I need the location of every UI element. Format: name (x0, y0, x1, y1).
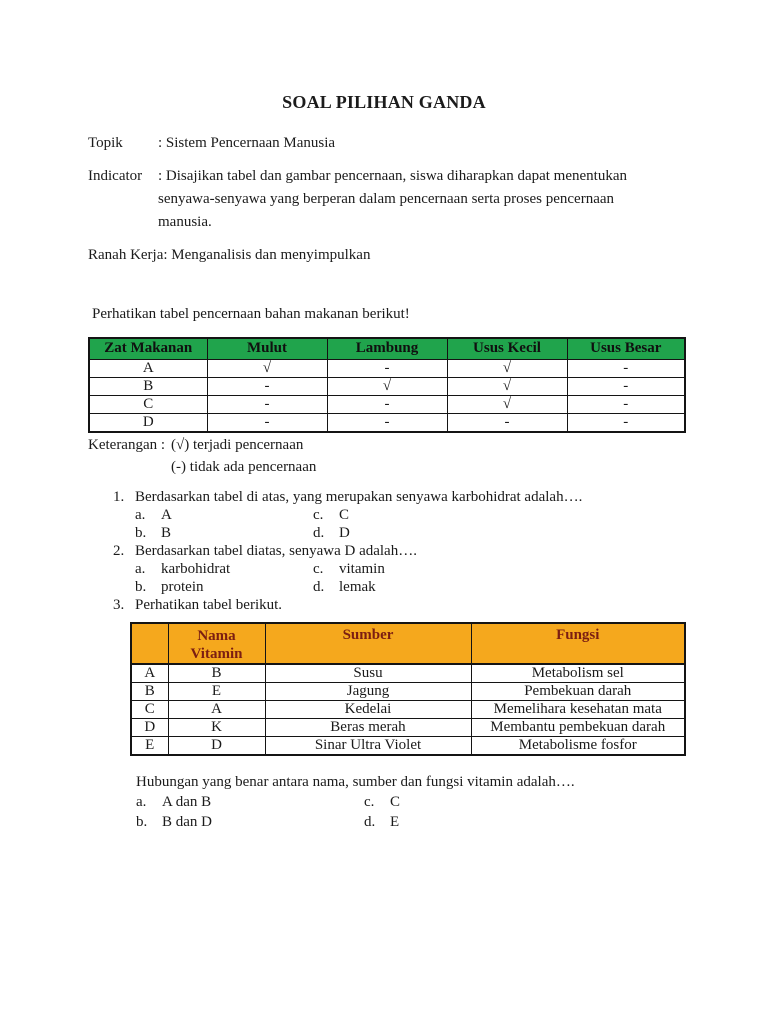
digestion-cell: √ (447, 377, 567, 395)
vitamin-col-header: Sumber (265, 623, 471, 664)
option-c (313, 560, 708, 578)
table-row (89, 395, 685, 413)
keterangan-dash-line: (-) tidak ada pencernaan (171, 458, 317, 475)
vitamin-col-header-label: Nama Vitamin (190, 627, 243, 662)
option-key: d. (313, 524, 325, 541)
vitamin-header-row (131, 623, 685, 664)
table-row (131, 736, 685, 755)
vitamin-cell: Membantu pembekuan darah (471, 718, 685, 736)
meta-section (88, 132, 708, 267)
option-key: c. (313, 506, 324, 523)
question-number: 1. (113, 488, 125, 505)
page-title: SOAL PILIHAN GANDA (282, 92, 486, 112)
meta-value: : Sistem Pencernaan Manusia (158, 135, 336, 151)
meta-row-indicator (88, 165, 708, 234)
option-key: d. (313, 578, 325, 595)
table-row (89, 377, 685, 395)
meta-label: Topik (88, 135, 123, 151)
question-text: Perhatikan tabel berikut. (135, 596, 283, 613)
option-text: C (339, 506, 350, 523)
option-text: karbohidrat (161, 560, 231, 577)
question-text: Berdasarkan tabel diatas, senyawa D adalah…. (135, 542, 417, 559)
option-a (135, 560, 313, 578)
option-key: a. (136, 793, 147, 810)
option-text: D (339, 524, 350, 541)
digestion-cell: √ (327, 377, 447, 395)
option-key: d. (364, 813, 376, 830)
digestion-cell: - (207, 395, 327, 413)
option-key: b. (135, 578, 147, 595)
keterangan-lines (171, 434, 316, 478)
option-key: a. (135, 560, 146, 577)
table-row (131, 682, 685, 700)
option-key: c. (313, 560, 324, 577)
vitamin-col-header: Fungsi (471, 623, 685, 664)
option-text: B dan D (162, 813, 212, 830)
digestion-col-header: Usus Kecil (447, 338, 567, 359)
vitamin-cell: Sinar Ultra Violet (265, 736, 471, 755)
meta-value: : Disajikan tabel dan gambar pencernaan, siswa diharapkan dapat menentukan senyawa-senyawa yang berperan dalam pencernaan serta proses pencernaan manusia. (158, 168, 627, 230)
vitamin-cell: Metabolism sel (471, 664, 685, 683)
option-b (135, 578, 313, 596)
vitamin-cell: C (131, 700, 168, 718)
question-list (113, 488, 708, 614)
meta-row-ranah-kerja (88, 244, 708, 267)
vitamin-table (130, 622, 686, 756)
digestion-col-header: Zat Makanan (89, 338, 207, 359)
digestion-col-header: Lambung (327, 338, 447, 359)
option-d (364, 812, 708, 832)
question-number: 2. (113, 542, 125, 559)
vitamin-cell: Memelihara kesehatan mata (471, 700, 685, 718)
option-b (136, 812, 364, 832)
followup-options (136, 792, 708, 832)
digestion-cell: - (327, 395, 447, 413)
vitamin-cell: E (131, 736, 168, 755)
keterangan-check-line: (√) terjadi pencernaan (171, 436, 304, 453)
option-c (313, 506, 708, 524)
digestion-cell: √ (207, 359, 327, 377)
vitamin-cell: E (168, 682, 265, 700)
digestion-cell: - (567, 395, 685, 413)
option-b (135, 524, 313, 542)
option-text: A (161, 506, 172, 523)
keterangan-note (88, 434, 768, 478)
vitamin-cell: Jagung (265, 682, 471, 700)
table-row (89, 359, 685, 377)
digestion-cell: C (89, 395, 207, 413)
option-c (364, 792, 708, 812)
option-text: vitamin (339, 560, 385, 577)
digestion-cell: - (567, 377, 685, 395)
digestion-cell: - (327, 413, 447, 432)
table-row (131, 664, 685, 683)
question-3-followup (136, 772, 708, 832)
digestion-cell: - (207, 377, 327, 395)
digestion-table (88, 337, 686, 433)
vitamin-cell: Beras merah (265, 718, 471, 736)
vitamin-cell: B (131, 682, 168, 700)
digestion-cell: - (207, 413, 327, 432)
option-d (313, 578, 708, 596)
question-2 (113, 542, 708, 560)
digestion-cell: - (447, 413, 567, 432)
option-text: C (390, 793, 401, 810)
digestion-cell: - (327, 359, 447, 377)
table-row (131, 700, 685, 718)
question-1-options (135, 506, 708, 542)
option-key: a. (135, 506, 146, 523)
table-row (89, 413, 685, 432)
option-key: c. (364, 793, 375, 810)
option-a (136, 792, 364, 812)
digestion-cell: √ (447, 359, 567, 377)
vitamin-cell: Pembekuan darah (471, 682, 685, 700)
digestion-col-header: Mulut (207, 338, 327, 359)
digestion-cell: √ (447, 395, 567, 413)
meta-value: : Menganalisis dan menyimpulkan (163, 247, 371, 263)
digestion-cell: - (567, 359, 685, 377)
digestion-cell: B (89, 377, 207, 395)
vitamin-cell: K (168, 718, 265, 736)
question-2-options (135, 560, 708, 596)
digestion-cell: A (89, 359, 207, 377)
digestion-cell: D (89, 413, 207, 432)
digestion-header-row (89, 338, 685, 359)
meta-label: Ranah Kerja (88, 247, 164, 263)
vitamin-cell: A (168, 700, 265, 718)
option-d (313, 524, 708, 542)
option-text: protein (161, 578, 204, 595)
table-row (131, 718, 685, 736)
meta-label: Indicator (88, 168, 143, 184)
option-text: B (161, 524, 172, 541)
option-text: E (390, 813, 400, 830)
vitamin-cell: D (131, 718, 168, 736)
digestion-table-intro: Perhatikan tabel pencernaan bahan makanan berikut! (92, 306, 410, 322)
keterangan-label: Keterangan : (88, 436, 166, 453)
option-text: lemak (339, 578, 376, 595)
question-number: 3. (113, 596, 125, 613)
option-text: A dan B (162, 793, 212, 810)
vitamin-col-header (168, 623, 265, 664)
vitamin-col-header-blank (131, 623, 168, 664)
vitamin-cell: A (131, 664, 168, 683)
option-key: b. (135, 524, 147, 541)
digestion-cell: - (567, 413, 685, 432)
followup-question-text: Hubungan yang benar antara nama, sumber dan fungsi vitamin adalah…. (136, 773, 575, 790)
vitamin-cell: Kedelai (265, 700, 471, 718)
digestion-col-header: Usus Besar (567, 338, 685, 359)
question-3 (113, 596, 708, 614)
question-1 (113, 488, 708, 506)
vitamin-cell: Metabolisme fosfor (471, 736, 685, 755)
meta-row-topik (88, 132, 708, 155)
option-key: b. (136, 813, 148, 830)
vitamin-cell: B (168, 664, 265, 683)
option-a (135, 506, 313, 524)
vitamin-cell: D (168, 736, 265, 755)
vitamin-cell: Susu (265, 664, 471, 683)
question-text: Berdasarkan tabel di atas, yang merupakan senyawa karbohidrat adalah…. (135, 488, 583, 505)
